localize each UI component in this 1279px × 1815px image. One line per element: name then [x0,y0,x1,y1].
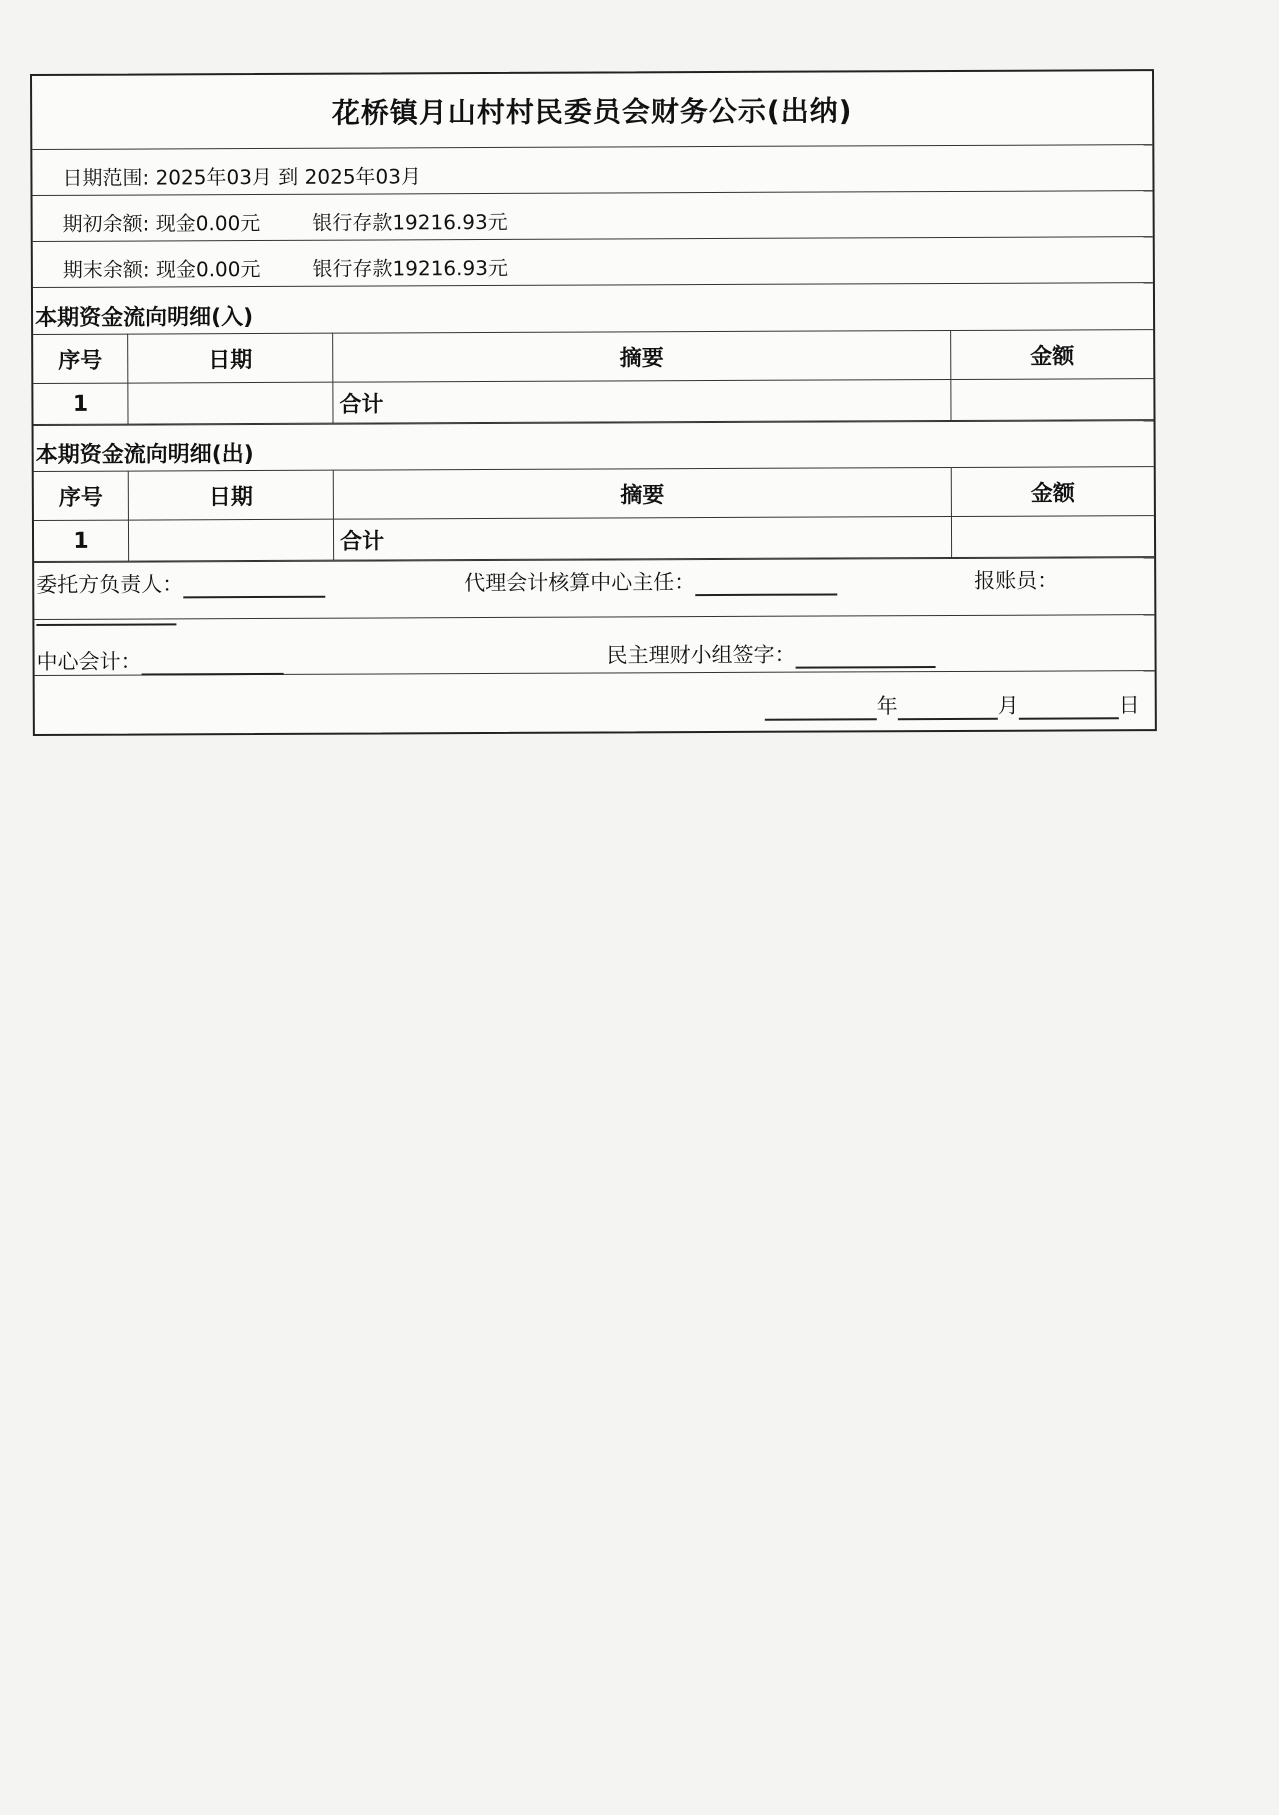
table-header-row [34,467,1154,521]
table-header-row [33,330,1153,384]
finance-group-label: 民主理财小组签字： [606,642,796,668]
outflow-title: 本期资金流向明细(出) [35,442,254,468]
opening-balance-row [33,191,1153,242]
month-label: 月 [997,693,1019,718]
principal-signature [36,568,325,599]
header-date: 日期 [128,333,333,383]
row-date [128,382,333,424]
date-range-row [32,145,1152,196]
year-label: 年 [876,694,898,719]
row-amount [951,379,1154,421]
finance-group-signature [606,638,935,669]
finance-group-signature-line [795,644,935,669]
closing-bank: 银行存款19216.93元 [312,255,508,281]
date-row [35,671,1155,734]
date-range: 日期范围: 2025年03月 到 2025年03月 [62,164,422,190]
outflow-table [34,466,1154,562]
center-director-signature-line [695,571,837,596]
row-summary: 合计 [333,516,951,560]
outflow-section-title [34,420,1154,471]
table-row [34,516,1154,562]
row-num: 1 [33,383,128,424]
row-amount [951,516,1154,558]
header-amount: 金额 [951,330,1154,380]
table-row [33,379,1153,425]
row-summary: 合计 [333,379,951,423]
center-accountant-signature [36,645,283,676]
closing-cash: 期末余额: 现金0.00元 [62,256,261,282]
bookkeeper-label: 报账员： [974,568,1059,593]
header-amount: 金额 [951,467,1154,517]
outflow-table-wrap [34,466,1154,562]
header-num: 序号 [34,471,129,520]
header-date: 日期 [128,470,333,520]
center-accountant-label: 中心会计： [36,649,142,674]
finance-notice-sheet [30,69,1157,736]
row-num: 1 [34,520,129,561]
row-date [128,519,333,561]
inflow-title: 本期资金流向明细(入) [35,305,254,331]
signature-row-1 [34,557,1154,620]
inflow-table-wrap [33,329,1153,425]
page-title: 花桥镇月山村村民委员会财务公示(出纳) [331,93,853,130]
closing-balance-row [33,237,1153,288]
header-num: 序号 [33,334,128,383]
signature-row-2 [34,615,1154,676]
month-line [898,696,998,720]
principal-label: 委托方负责人： [36,572,184,597]
sign-date [765,689,1140,721]
header-summary: 摘要 [333,330,951,382]
year-line [765,696,877,720]
opening-bank: 银行存款19216.93元 [312,209,508,235]
principal-signature-line [183,574,325,599]
bookkeeper-signature-line [36,623,176,626]
day-line [1019,695,1119,719]
center-director-label: 代理会计核算中心主任： [464,570,696,596]
title-row [32,71,1152,150]
bookkeeper-signature [974,565,1058,595]
header-summary: 摘要 [333,467,951,519]
inflow-section-title [33,283,1153,334]
center-accountant-signature-line [142,651,284,676]
inflow-table [33,329,1153,425]
opening-cash: 期初余额: 现金0.00元 [62,210,261,236]
center-director-signature [464,565,837,597]
day-label: 日 [1118,693,1140,718]
